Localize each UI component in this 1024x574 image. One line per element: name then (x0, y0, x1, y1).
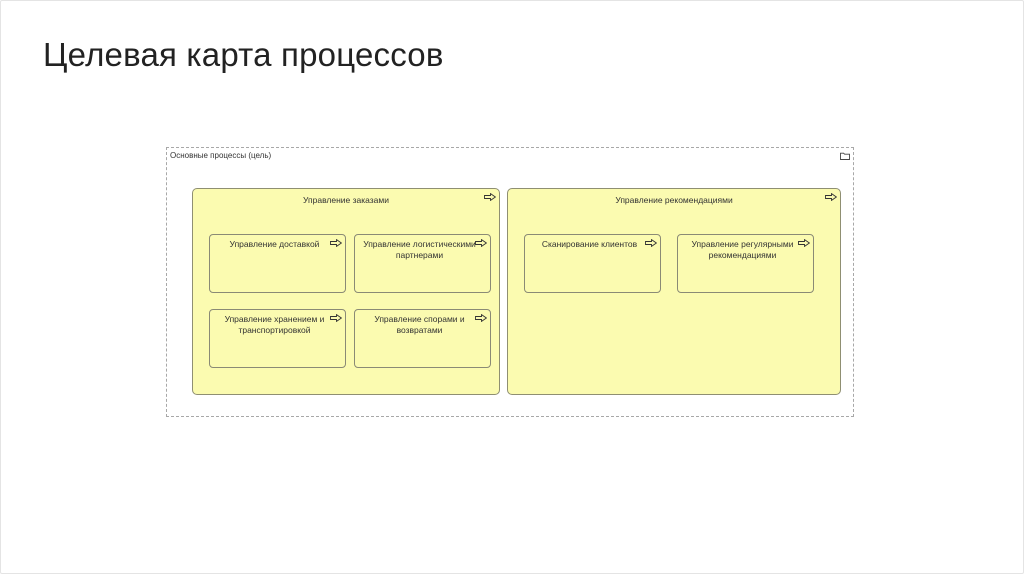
slide-title: Целевая карта процессов (43, 36, 444, 73)
process-arrow-icon (475, 239, 487, 247)
subprocess-label: Управление регулярными рекомендациями (691, 239, 794, 260)
process-arrow-icon (484, 193, 496, 201)
subprocess-label: Управление спорами и возвратами (374, 314, 465, 335)
process-recommendation-management[interactable] (507, 188, 841, 395)
process-arrow-icon (645, 239, 657, 247)
process-order-management[interactable] (192, 188, 500, 395)
group-main-processes (166, 147, 854, 417)
subprocess-disputes-returns[interactable] (354, 309, 491, 368)
subprocess-regular-recommendations[interactable] (677, 234, 814, 293)
process-arrow-icon (330, 239, 342, 247)
subprocess-label: Управление логистическими партнерами (363, 239, 476, 260)
subprocess-label: Сканирование клиентов (541, 239, 638, 249)
process-label: Управление рекомендациями (615, 195, 733, 205)
process-arrow-icon (330, 314, 342, 322)
process-arrow-icon (825, 193, 837, 201)
subprocess-customer-scanning[interactable] (524, 234, 661, 293)
process-arrow-icon (475, 314, 487, 322)
subprocess-label: Управление хранением и транспортировкой (224, 314, 325, 335)
group-label: Основные процессы (цель) (170, 151, 272, 160)
folder-icon (840, 152, 850, 160)
subprocess-logistics-partners[interactable] (354, 234, 491, 293)
process-arrow-icon (798, 239, 810, 247)
subprocess-label: Управление доставкой (229, 239, 320, 249)
process-label: Управление заказами (303, 195, 389, 205)
subprocess-storage-transport[interactable] (209, 309, 346, 368)
subprocess-delivery[interactable] (209, 234, 346, 293)
